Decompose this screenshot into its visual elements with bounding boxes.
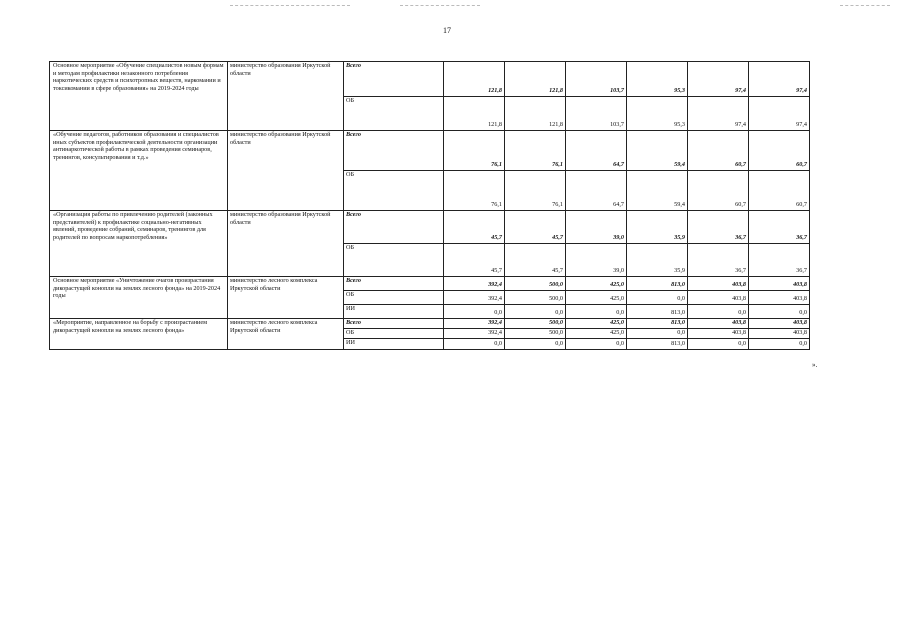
amount-cell: 121,8 [444, 62, 505, 97]
table-row [50, 131, 810, 171]
amount-cell: 0,0 [688, 305, 749, 319]
amount-cell: 500,0 [505, 329, 566, 339]
amount-cell: 45,7 [444, 211, 505, 244]
amount-cell: 0,0 [749, 305, 810, 319]
amount-cell: 500,0 [505, 291, 566, 305]
amount-cell: 403,8 [688, 291, 749, 305]
amount-cell: 813,0 [627, 339, 688, 350]
amount-cell: 121,8 [505, 97, 566, 131]
amount-cell: 103,7 [566, 97, 627, 131]
amount-cell: 425,0 [566, 319, 627, 329]
amount-cell: 392,4 [444, 291, 505, 305]
amount-cell: 35,9 [627, 244, 688, 277]
amount-cell: 500,0 [505, 277, 566, 291]
amount-cell: 60,7 [688, 171, 749, 211]
amount-cell: 103,7 [566, 62, 627, 97]
funding-source: ОБ [344, 291, 444, 305]
amount-cell: 76,1 [505, 171, 566, 211]
amount-cell: 97,4 [749, 97, 810, 131]
funding-source: Всего [344, 131, 444, 171]
funding-source: Всего [344, 277, 444, 291]
budget-table [49, 61, 810, 350]
amount-cell: 76,1 [505, 131, 566, 171]
amount-cell: 403,8 [688, 329, 749, 339]
funding-source: Всего [344, 211, 444, 244]
scan-noise [840, 5, 890, 7]
amount-cell: 403,8 [749, 291, 810, 305]
table-row [50, 277, 810, 291]
executor-name: министерство образования Иркутской области [228, 131, 344, 211]
executor-name: министерство образования Иркутской области [228, 211, 344, 277]
scan-noise [400, 5, 480, 7]
measure-name: «Мероприятие, направленное на борьбу с произрастанием дикорастущей конопли на землях лесного фонда» [50, 319, 228, 350]
measure-name: Основное мероприятие «Обучение специалистов новым формам и методам профилактики незаконного потребления наркотических средств и психотропных веществ, наркомании и токсикомании в сфере образования» на 2019-2024 годы [50, 62, 228, 131]
amount-cell: 59,4 [627, 131, 688, 171]
funding-source: ИИ [344, 305, 444, 319]
amount-cell: 403,8 [688, 277, 749, 291]
amount-cell: 0,0 [627, 291, 688, 305]
amount-cell: 392,4 [444, 319, 505, 329]
amount-cell: 813,0 [627, 319, 688, 329]
amount-cell: 35,9 [627, 211, 688, 244]
amount-cell: 0,0 [505, 305, 566, 319]
amount-cell: 39,0 [566, 244, 627, 277]
funding-source: ОБ [344, 171, 444, 211]
funding-source: ОБ [344, 244, 444, 277]
amount-cell: 95,3 [627, 97, 688, 131]
amount-cell: 0,0 [505, 339, 566, 350]
amount-cell: 0,0 [749, 339, 810, 350]
amount-cell: 64,7 [566, 171, 627, 211]
amount-cell: 95,3 [627, 62, 688, 97]
scan-noise [230, 5, 350, 7]
amount-cell: 45,7 [505, 244, 566, 277]
amount-cell: 45,7 [444, 244, 505, 277]
amount-cell: 36,7 [749, 244, 810, 277]
measure-name: «Организация работы по привлечению родителей (законных представителей) к профилактике социально-негативных явлений, проведение собраний, семинаров, тренингов для родителей по вопросам наркопотребления» [50, 211, 228, 277]
amount-cell: 97,4 [688, 97, 749, 131]
amount-cell: 0,0 [444, 339, 505, 350]
amount-cell: 392,4 [444, 329, 505, 339]
amount-cell: 0,0 [566, 339, 627, 350]
amount-cell: 97,4 [749, 62, 810, 97]
executor-name: министерство лесного комплекса Иркутской области [228, 277, 344, 319]
amount-cell: 0,0 [566, 305, 627, 319]
amount-cell: 60,7 [749, 171, 810, 211]
measure-name: «Обучение педагогов, работников образования и специалистов иных субъектов профилактической деятельности организации антинаркотической работы в рамках проведения семинаров, тренингов, консультирования и т.д.» [50, 131, 228, 211]
closing-quote: ». [812, 361, 818, 369]
amount-cell: 425,0 [566, 291, 627, 305]
amount-cell: 403,8 [749, 329, 810, 339]
table-row [50, 211, 810, 244]
amount-cell: 403,8 [749, 277, 810, 291]
amount-cell: 76,1 [444, 131, 505, 171]
amount-cell: 97,4 [688, 62, 749, 97]
amount-cell: 0,0 [688, 339, 749, 350]
amount-cell: 39,0 [566, 211, 627, 244]
funding-source: ИИ [344, 339, 444, 350]
measure-name: Основное мероприятие «Уничтожение очагов произрастания дикорастущей конопли на землях лесного фонда» на 2019-2024 годы [50, 277, 228, 319]
funding-source: Всего [344, 319, 444, 329]
amount-cell: 403,8 [749, 319, 810, 329]
amount-cell: 76,1 [444, 171, 505, 211]
funding-source: Всего [344, 62, 444, 97]
amount-cell: 121,8 [444, 97, 505, 131]
amount-cell: 36,7 [749, 211, 810, 244]
amount-cell: 36,7 [688, 211, 749, 244]
amount-cell: 403,8 [688, 319, 749, 329]
funding-source: ОБ [344, 97, 444, 131]
page-number: 17 [443, 26, 451, 35]
amount-cell: 0,0 [627, 329, 688, 339]
table-row [50, 62, 810, 97]
amount-cell: 59,4 [627, 171, 688, 211]
executor-name: министерство образования Иркутской области [228, 62, 344, 131]
amount-cell: 425,0 [566, 277, 627, 291]
amount-cell: 121,8 [505, 62, 566, 97]
amount-cell: 60,7 [749, 131, 810, 171]
amount-cell: 60,7 [688, 131, 749, 171]
amount-cell: 392,4 [444, 277, 505, 291]
amount-cell: 500,0 [505, 319, 566, 329]
executor-name: министерство лесного комплекса Иркутской области [228, 319, 344, 350]
amount-cell: 813,0 [627, 277, 688, 291]
amount-cell: 45,7 [505, 211, 566, 244]
funding-source: ОБ [344, 329, 444, 339]
amount-cell: 813,0 [627, 305, 688, 319]
amount-cell: 0,0 [444, 305, 505, 319]
amount-cell: 425,0 [566, 329, 627, 339]
table-row [50, 319, 810, 329]
amount-cell: 64,7 [566, 131, 627, 171]
amount-cell: 36,7 [688, 244, 749, 277]
